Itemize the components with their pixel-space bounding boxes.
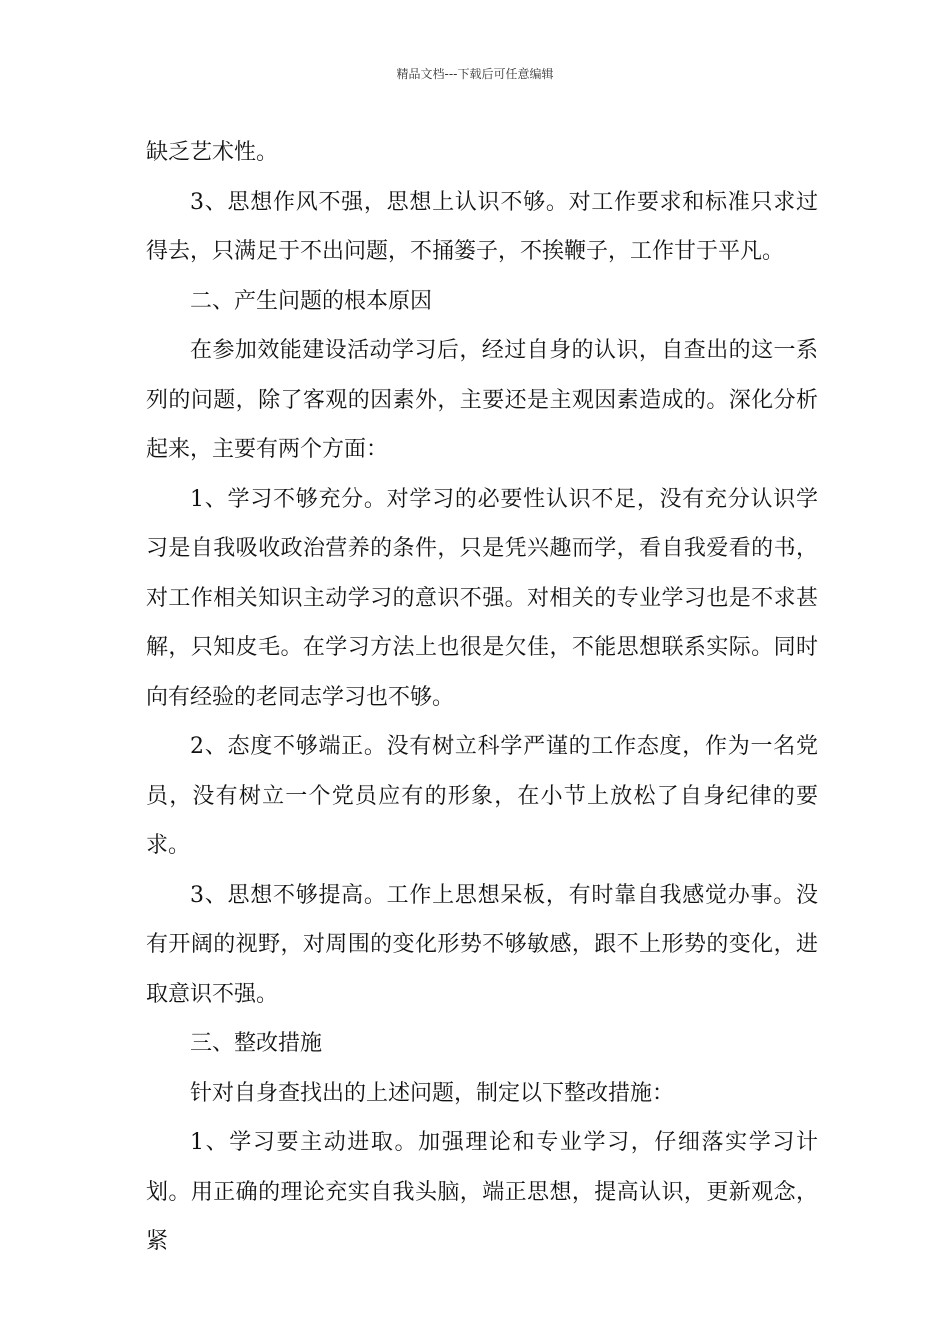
section-heading-root-causes: 二、产生问题的根本原因 bbox=[190, 288, 433, 314]
paragraph-measure-1: 1、学习要主动进取。加强理论和专业学习，仔细落实学习计划。用正确的理论充实自我头脑，端正思想，提高认识，更新观念，紧 bbox=[146, 1130, 818, 1254]
paragraph-measures-intro: 针对自身查找出的上述问题，制定以下整改措施： bbox=[190, 1080, 675, 1106]
page-header: 精品文档---下载后可任意编辑 bbox=[396, 67, 554, 81]
paragraph-item-1-study: 1、学习不够充分。对学习的必要性认识不足，没有充分认识学习是自我吸收政治营养的条件，只是凭兴趣而学，看自我爱看的书，对工作相关知识主动学习的意识不强。对相关的专业学习也是不求甚解，只知皮毛。在学习方法上也很是欠佳，不能思想联系实际。同时向有经验的老同志学习也不够。 bbox=[146, 486, 818, 710]
paragraph-item-2-attitude: 2、态度不够端正。没有树立科学严谨的工作态度，作为一名党员，没有树立一个党员应有的形象，在小节上放松了自身纪律的要求。 bbox=[146, 734, 818, 858]
paragraph-item-3-work-style: 3、思想作风不强，思想上认识不够。对工作要求和标准只求过得去，只满足于不出问题，不捅篓子，不挨鞭子，工作甘于平凡。 bbox=[146, 189, 818, 264]
paragraph-root-causes-intro: 在参加效能建设活动学习后，经过自身的认识，自查出的这一系列的问题，除了客观的因素外，主要还是主观因素造成的。深化分析起来，主要有两个方面： bbox=[146, 338, 818, 462]
section-heading-measures: 三、整改措施 bbox=[190, 1031, 323, 1056]
paragraph-continuation: 缺乏艺术性。 bbox=[146, 140, 279, 165]
document-body bbox=[146, 128, 818, 1267]
paragraph-item-3-thinking: 3、思想不够提高。工作上思想呆板，有时靠自我感觉办事。没有开阔的视野，对周围的变化形势不够敏感，跟不上形势的变化，进取意识不强。 bbox=[146, 882, 818, 1007]
